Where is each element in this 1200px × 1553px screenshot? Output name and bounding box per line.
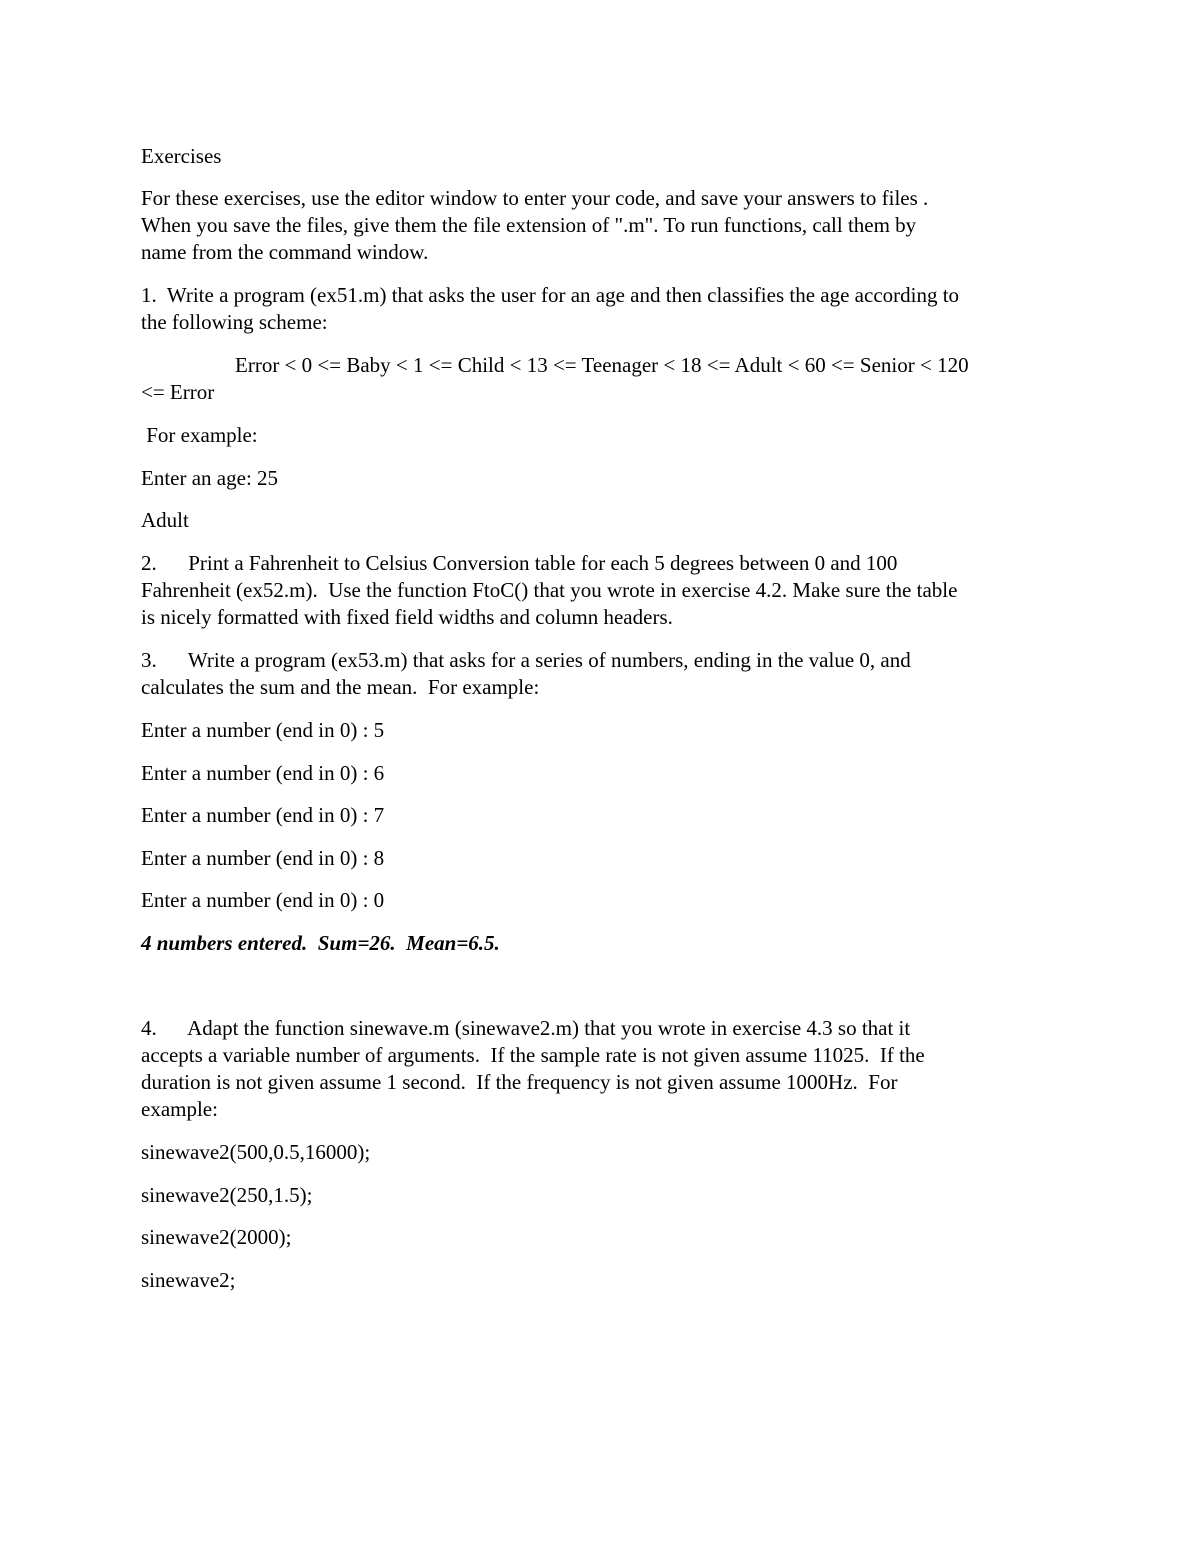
intro-line-1: For these exercises, use the editor window to enter your code, and save your answers to files . — [141, 186, 929, 210]
number-input-example: Enter a number (end in 0) : 8 — [141, 846, 385, 870]
exercise-2-line-1: 2. Print a Fahrenheit to Celsius Conversion table for each 5 degrees between 0 and 100 — [141, 551, 898, 575]
number-input-example: Enter a number (end in 0) : 5 — [141, 718, 385, 742]
exercise-2-line-3: is nicely formatted with fixed field widths and column headers. — [141, 605, 673, 629]
exercise-4-line-4: example: — [141, 1097, 218, 1121]
example-age-input: Enter an age: 25 — [141, 466, 279, 490]
intro-line-2: When you save the files, give them the file extension of ".m". To run functions, call them by — [141, 213, 917, 237]
page-title: Exercises — [141, 144, 222, 168]
number-input-example: Enter a number (end in 0) : 6 — [141, 761, 385, 785]
example-age-output: Adult — [141, 508, 189, 532]
exercise-4-line-1: 4. Adapt the function sinewave.m (sinewave2.m) that you wrote in exercise 4.3 so that it — [141, 1016, 911, 1040]
exercise-3-line-2: calculates the sum and the mean. For example: — [141, 675, 540, 699]
example-label: For example: — [141, 423, 258, 447]
exercise-1-line-1: 1. Write a program (ex51.m) that asks the user for an age and then classifies the age according to — [141, 283, 960, 307]
sinewave-example: sinewave2(500,0.5,16000); — [141, 1140, 371, 1164]
age-scheme-line-2: <= Error — [141, 380, 215, 404]
sinewave-example: sinewave2(250,1.5); — [141, 1183, 313, 1207]
exercise-4-line-2: accepts a variable number of arguments. If the sample rate is not given assume 11025. If the — [141, 1043, 925, 1067]
sinewave-example: sinewave2; — [141, 1268, 236, 1292]
age-scheme-line-1: Error < 0 <= Baby < 1 <= Child < 13 <= Teenager < 18 <= Adult < 60 <= Senior < 120 — [235, 353, 969, 377]
exercise-4-line-3: duration is not given assume 1 second. If the frequency is not given assume 1000Hz. For — [141, 1070, 898, 1094]
exercise-2-line-2: Fahrenheit (ex52.m). Use the function FtoC() that you wrote in exercise 4.2. Make sure the table — [141, 578, 958, 602]
exercise-3-line-1: 3. Write a program (ex53.m) that asks for a series of numbers, ending in the value 0, and — [141, 648, 911, 672]
sum-mean-result: 4 numbers entered. Sum=26. Mean=6.5. — [141, 931, 500, 955]
sinewave-example: sinewave2(2000); — [141, 1225, 292, 1249]
number-input-example: Enter a number (end in 0) : 0 — [141, 888, 385, 912]
number-input-example: Enter a number (end in 0) : 7 — [141, 803, 385, 827]
intro-line-3: name from the command window. — [141, 240, 429, 264]
exercise-1-line-2: the following scheme: — [141, 310, 328, 334]
